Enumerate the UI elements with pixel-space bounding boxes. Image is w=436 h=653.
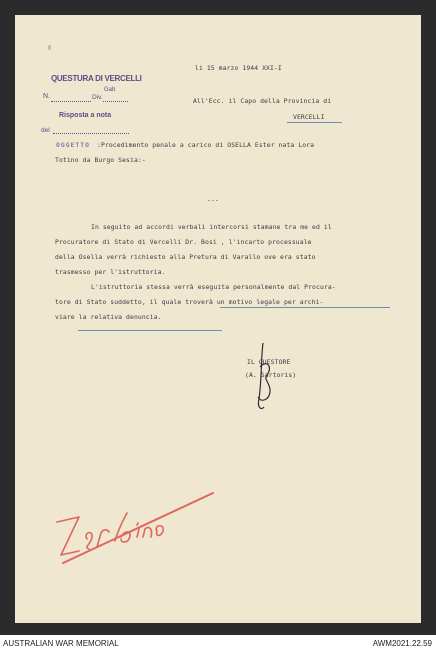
pencil-underline-left <box>78 330 222 331</box>
stamp-del-line <box>53 133 129 134</box>
body-line-4: trasmesso per l'istruttoria. <box>55 268 166 276</box>
archive-footer <box>0 635 436 653</box>
recipient-underline <box>287 122 342 123</box>
recipient-line-1: All'Ecc. il Capo della Provincia di <box>193 97 332 105</box>
body-line-6: tore di Stato suddetto, il quale troverà un motivo legale per archi- <box>55 298 324 306</box>
handwritten-signature <box>245 337 285 417</box>
body-line-3: della Osella verrà richiesto alla Pretura di Varallo ove era stato <box>55 253 316 261</box>
separator: --- <box>207 196 219 204</box>
body-line-5: L'istruttoria stessa verrà eseguita personalmente dal Procura- <box>91 283 336 291</box>
subject-label: OGGETTO <box>56 141 90 149</box>
stamp-office: QUESTURA DI VERCELLI <box>51 74 142 83</box>
punch-mark-top <box>48 45 51 50</box>
footer-right: AWM2021.22.59 <box>372 639 432 648</box>
document-page <box>15 15 421 623</box>
stamp-n-line <box>51 101 91 102</box>
stamp-n-label: N. <box>43 93 50 100</box>
body-line-2: Procuratore di Stato di Vercelli Dr. Bosi , l'incarto processuale <box>55 238 312 246</box>
stamp-div-line <box>103 101 128 102</box>
handwritten-note <box>45 467 215 577</box>
recipient-line-2: VERCELLI <box>293 113 325 121</box>
subject-line-2: Totino da Burgo Sesia:- <box>55 156 146 164</box>
stamp-gab-label: Gab <box>104 87 116 93</box>
signature-name: (A. Sartoris) <box>245 371 297 379</box>
signature-title: IL QUESTORE <box>247 358 291 366</box>
stamp-del-label: del <box>41 127 50 134</box>
subject-line-1: :Procedimento penale a carico di OSELLA Ester nata Lora <box>97 141 315 149</box>
pencil-underline-right <box>220 307 390 308</box>
stamp-reply-label: Risposta a nota <box>59 112 112 119</box>
footer-left: AUSTRALIAN WAR MEMORIAL <box>3 639 119 648</box>
stamp-div-label: Div. <box>92 94 103 101</box>
body-line-1: In seguito ad accordi verbali intercorsi stamane tra me ed il <box>91 223 332 231</box>
body-line-7: viare la relativa denuncia. <box>55 313 162 321</box>
letter-date: li 15 marzo 1944 XXI-I <box>195 64 282 72</box>
